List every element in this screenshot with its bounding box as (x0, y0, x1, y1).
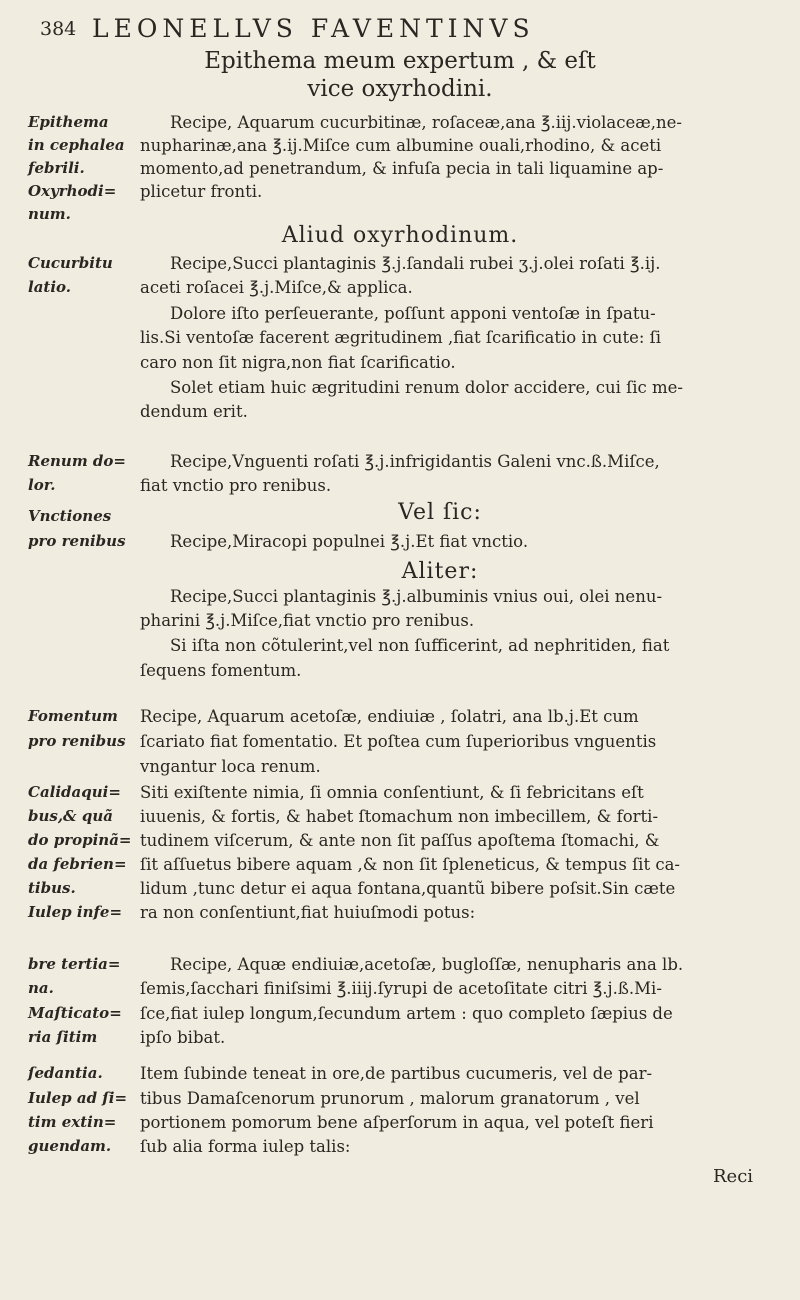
text-line: iuuenis, & fortis, & habet ſtomachum non imbecillem, & forti- (140, 807, 659, 826)
text-line: Recipe, Aquarum cucurbitinæ, roſaceæ,ana ℥.iij.violaceæ,ne- (170, 113, 682, 132)
text-line: vngantur loca renum. (140, 757, 321, 776)
text-line: Recipe, Aquarum acetoſæ, endiuiæ , ſolatri, ana lb.j.Et cum (140, 707, 639, 726)
text-line: momento,ad penetrandum, & infuſa pecia in tali liquamine ap- (140, 159, 664, 178)
heading-aliter: Aliter: (401, 559, 479, 584)
margin-note: bre tertia= (28, 955, 121, 973)
text-line: pharini ℥.j.Miſce,fiat vnctio pro renibus. (140, 611, 475, 630)
text-line: Recipe,Vnguenti roſati ℥.j.infrigidantis Galeni vnc.ß.Miſce, (170, 452, 660, 471)
text-line: tibus Damaſcenorum prunorum , malorum granatorum , vel (140, 1089, 640, 1108)
page-number: 384 (40, 18, 77, 40)
margin-note: latio. (28, 278, 72, 296)
margin-note: febrili. (28, 159, 85, 177)
margin-note: Epithema (28, 113, 109, 131)
text-line: Recipe,Succi plantaginis ℥.j.albuminis vnius oui, olei nenu- (170, 587, 663, 606)
section-title-line-2: vice oxyrhodini. (307, 76, 493, 102)
margin-note: na. (28, 979, 54, 997)
margin-note: pro renibus (28, 532, 126, 550)
running-head (0, 14, 800, 46)
margin-note: Maſticato= (28, 1004, 122, 1022)
text-line: Si iſta non cõtulerint,vel non ſufficerint, ad nephritiden, fiat (170, 636, 670, 655)
text-line: Recipe, Aquæ endiuiæ,acetoſæ, bugloſſæ, nenupharis ana lb. (170, 955, 684, 974)
text-line: portionem pomorum bene aſperſorum in aqua, vel poteſt fieri (140, 1113, 654, 1132)
text-line: Siti exiſtente nimia, ſi omnia conſentiunt, & ſi febricitans eſt (140, 783, 644, 802)
margin-note: do propinã= (28, 831, 132, 849)
text-line: Solet etiam huic ægritudini renum dolor accidere, cui ſic me- (170, 378, 683, 397)
heading-vel-sic: Vel ſic: (398, 500, 482, 525)
text-line: lis.Si ventoſæ facerent ægritudinem ,fiat ſcarificatio in cute: ſi (140, 328, 662, 347)
text-line: Recipe,Miracopi populnei ℥.j.Et fiat vnctio. (170, 532, 529, 551)
margin-note: lor. (28, 476, 56, 494)
text-line: ſemis,ſacchari finiſsimi ℥.iiij.ſyrupi de acetoſitate citri ℥.j.ß.Mi- (140, 979, 662, 998)
text-line: Dolore iſto perſeuerante, poſſunt apponi ventoſæ in ſpatu- (170, 304, 656, 323)
margin-note: Cucurbitu (28, 254, 113, 272)
margin-note: Iulep infe= (28, 903, 123, 921)
margin-note: pro renibus (28, 732, 126, 750)
text-line: fiat vnctio pro renibus. (140, 476, 332, 495)
margin-note: Calidaqui= (28, 783, 121, 801)
text-line: tudinem viſcerum, & ante non ſit paſſus apoſtema ſtomachi, & (140, 831, 660, 850)
margin-note: tibus. (28, 879, 76, 897)
margin-note: guendam. (28, 1137, 112, 1155)
text-line: dendum erit. (140, 402, 248, 421)
margin-note: Vnctiones (28, 507, 112, 525)
margin-note: num. (28, 205, 71, 223)
margin-note: tim extin= (28, 1113, 117, 1131)
margin-note: Renum do= (28, 452, 126, 470)
text-line: ſequens fomentum. (140, 661, 302, 680)
text-line: aceti roſacei ℥.j.Miſce,& applica. (140, 278, 413, 297)
text-line: ipſo bibat. (140, 1028, 226, 1047)
catchword: Reci (713, 1166, 754, 1187)
margin-note: Iulep ad ſi= (28, 1089, 128, 1107)
text-line: ſub alia forma iulep talis: (140, 1137, 351, 1156)
running-title: LEONELLVS FAVENTINVS (92, 14, 535, 43)
text-line: ra non conſentiunt,fiat huiuſmodi potus: (140, 903, 476, 922)
text-line: ſce,fiat iulep longum,ſecundum artem : quo completo ſæpius de (140, 1004, 673, 1023)
margin-note: Oxyrhodi= (28, 182, 117, 200)
margin-note: ria ſitim (28, 1028, 98, 1046)
margin-note: Fomentum (28, 707, 118, 725)
margin-note: bus,& quã (28, 807, 113, 825)
margin-note: da febrien= (28, 855, 127, 873)
text-line: plicetur fronti. (140, 182, 263, 201)
margin-note: ſedantia. (28, 1064, 103, 1082)
section-title-line-1: Epithema meum expertum , & eſt (204, 48, 596, 74)
margin-note: in cephalea (28, 136, 125, 154)
heading-aliud-oxyrhodinum: Aliud oxyrhodinum. (281, 223, 519, 248)
text-line: ſcariato fiat fomentatio. Et poſtea cum ſuperioribus vnguentis (140, 732, 657, 751)
text-line: lidum ,tunc detur ei aqua fontana,quantũ bibere poſsit.Sin cæte (140, 879, 676, 898)
text-line: caro non ſit nigra,non fiat ſcarificatio. (140, 353, 456, 372)
text-line: Item ſubinde teneat in ore,de partibus cucumeris, vel de par- (140, 1064, 653, 1083)
text-line: ſit aſſuetus bibere aquam ,& non ſit ſpleneticus, & tempus ſit ca- (140, 855, 680, 874)
text-line: Recipe,Succi plantaginis ℥.j.ſandali rubei ʒ.j.olei roſati ℥.ij. (170, 254, 661, 273)
text-line: nupharinæ,ana ℥.ij.Miſce cum albumine ouali,rhodino, & aceti (140, 136, 662, 155)
